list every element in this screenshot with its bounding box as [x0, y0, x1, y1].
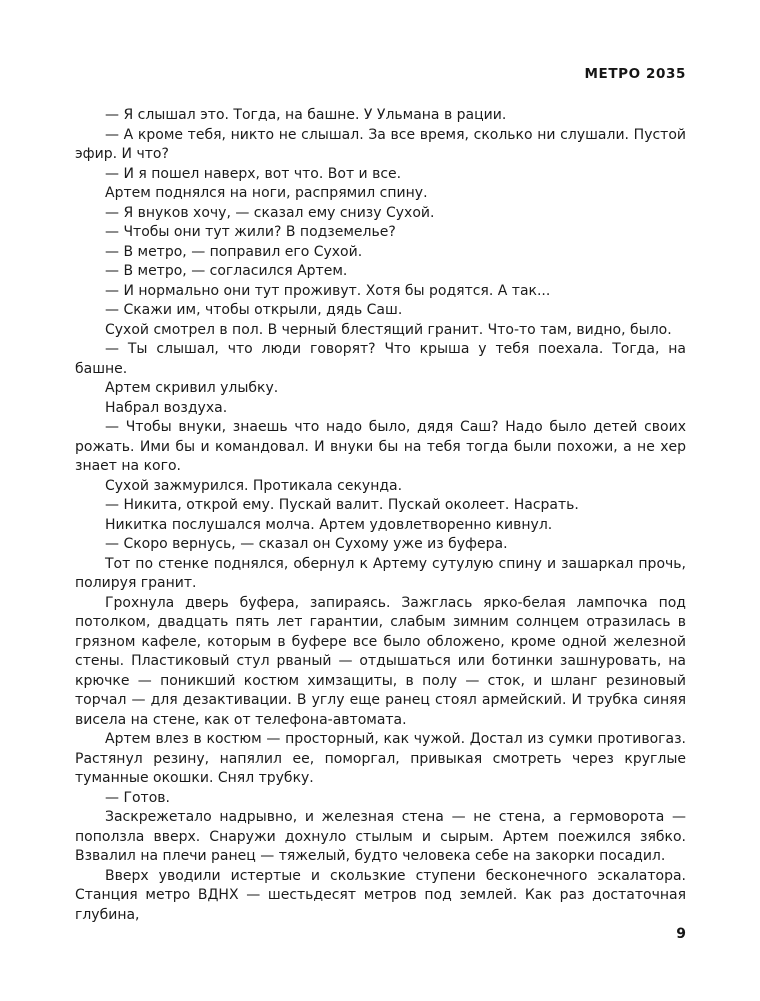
paragraph: — Скоро вернусь, — сказал он Сухому уже из буфера.: [105, 536, 508, 552]
paragraph: — И нормально они тут проживут. Хотя бы родятся. А так...: [105, 282, 551, 299]
paragraph: Заскрежетало надрывно, и железная стена — не стена, а гермоворота — поползла вверх. Снаружи дохнуло стылым и сырым. Артем поежился зябко. Взвалил на плечи ранец — тяжелый, будто человека себе на закорки посадил.: [75, 809, 686, 864]
paragraph: — Я слышал это. Тогда, на башне. У Ульмана в рации.: [105, 107, 507, 123]
paragraph: Сухой зажмурился. Протикала секунда.: [105, 477, 403, 494]
paragraph: Артем влез в костюм — просторный, как чужой. Достал из сумки противогаз. Растянул резину, напялил ее, поморгал, привыкая смотреть через круглые туманные окошки. Снял трубку.: [75, 731, 686, 786]
paragraph: Набрал воздуха.: [105, 399, 228, 416]
paragraph: — Скажи им, чтобы открыли, дядь Саш.: [105, 302, 403, 318]
paragraph: Вверх уводили истертые и скользкие ступени бесконечного эскалатора. Станция метро ВДНХ — шестьдесят метров под землей. Как раз достаточная глубина,: [75, 867, 686, 923]
running-head: МЕТРО 2035: [584, 66, 686, 82]
paragraph: — И я пошел наверх, вот что. Вот и все.: [105, 165, 402, 182]
paragraph: — Никита, открой ему. Пускай валит. Пускай околеет. Насрать.: [105, 497, 579, 513]
paragraph: Артем поднялся на ноги, распрямил спину.: [105, 185, 428, 201]
paragraph: — Чтобы они тут жили? В подземелье?: [105, 224, 396, 240]
paragraph: — Ты слышал, что люди говорят? Что крыша у тебя поехала. Тогда, на башне.: [75, 341, 686, 377]
paragraph: — Готов.: [105, 789, 170, 806]
paragraph: Артем скривил улыбку.: [105, 380, 279, 396]
page-number: 9: [676, 926, 686, 942]
paragraph: Тот по стенке поднялся, обернул к Артему сутулую спину и зашаркал прочь, полируя гранит.: [75, 555, 686, 591]
paragraph: — В метро, — согласился Артем.: [105, 263, 348, 279]
paragraph: — Я внуков хочу, — сказал ему снизу Сухой.: [105, 204, 435, 221]
paragraph: — Чтобы внуки, знаешь что надо было, дядя Саш? Надо было детей своих рожать. Ими бы и командовал. И внуки бы на тебя тогда были похожи, а не хер знает на кого.: [75, 419, 686, 474]
paragraph: Никитка послушался молча. Артем удовлетворенно кивнул.: [105, 516, 553, 533]
paragraph: — А кроме тебя, никто не слышал. За все время, сколько ни слушали. Пустой эфир. И что?: [75, 126, 686, 162]
page-text: [75, 106, 686, 925]
paragraph: Грохнула дверь буфера, запираясь. Зажглась ярко-белая лампочка под потолком, двадцать пять лет гарантии, слабым зимним солнцем отразилась в грязном кафеле, которым в буфере все было обложено, кроме одной железной стены. Пластиковый стул рваный — отдышаться или ботинки зашнуровать, на крючке — поникший костюм химзащиты, в полу — сток, и шланг резиновый торчал — для дезактивации. В углу еще ранец стоял армейский. И трубка синяя висела на стене, как от телефона-автомата.: [75, 594, 686, 728]
paragraph: — В метро, — поправил его Сухой.: [105, 243, 363, 260]
paragraph: Сухой смотрел в пол. В черный блестящий гранит. Что-то там, видно, было.: [105, 321, 672, 338]
